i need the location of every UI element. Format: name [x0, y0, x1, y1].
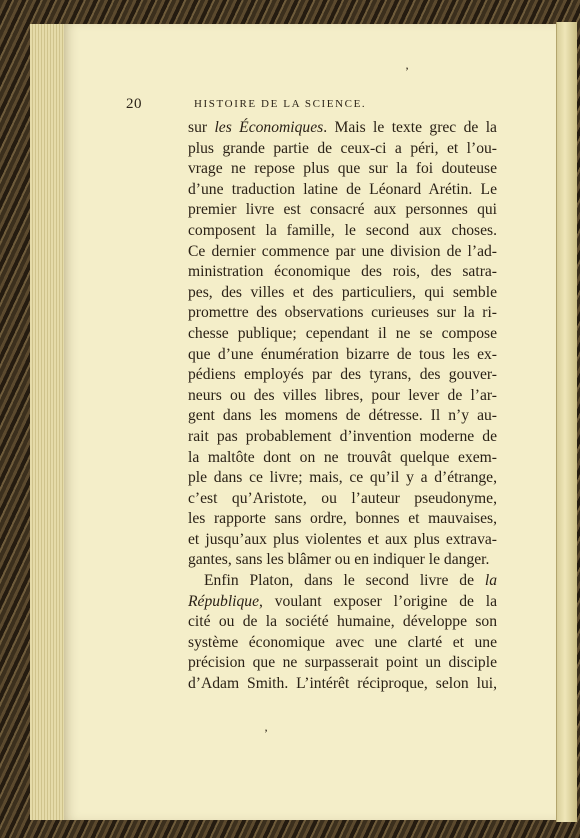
text-segment: gantes, sans les blâmer ou en indiquer le danger. [188, 551, 490, 569]
text-line [188, 674, 497, 695]
text-line [188, 509, 497, 530]
text-line [188, 489, 497, 510]
text-line [188, 221, 497, 242]
text-line [188, 386, 497, 407]
text-segment: rait pas probablement d’invention moderne de [188, 427, 497, 445]
italic-text: la [484, 572, 497, 590]
text-segment: c’est qu’Aristote, ou l’auteur pseudonyme, [188, 489, 497, 507]
italic-text: République [188, 592, 260, 610]
text-segment: neurs ou des villes libres, pour lever de l’ar- [188, 386, 497, 404]
text-segment: . Mais le texte grec de la [323, 119, 497, 136]
italic-text: les Économiques [214, 119, 324, 136]
text-segment: d’une traduction latine de Léonard Arétin. Le [188, 180, 497, 198]
text-segment: Ce dernier commence par une division de l’ad- [188, 242, 497, 260]
text-segment: premier livre est consacré aux personnes qui [188, 201, 497, 219]
text-segment: que d’une énumération bizarre de tous les ex- [188, 345, 497, 363]
text-segment: la maltôte dont on ne trouvât quelque exem- [188, 448, 497, 466]
text-line [188, 262, 497, 283]
text-segment: , voulant exposer l’origine de la [259, 592, 497, 610]
text-segment: pédiens employés par des tyrans, des gouver- [188, 366, 497, 384]
text-line [188, 200, 497, 221]
text-line [188, 633, 497, 654]
text-line [188, 180, 497, 201]
text-line [188, 550, 497, 571]
text-line [188, 242, 497, 263]
text-segment: pes, des villes et des particuliers, qui semble [188, 283, 497, 301]
ink-speck: ’ [264, 726, 268, 740]
text-line [188, 612, 497, 633]
text-segment: précision que ne surpasserait point un disciple [188, 654, 497, 672]
text-segment: promettre des observations curieuses sur la ri- [188, 304, 497, 322]
text-line [188, 324, 497, 345]
text-segment: vrage ne repose plus que sur la foi douteuse [188, 160, 497, 178]
text-segment: Enfin Platon, dans le second livre de [204, 572, 485, 590]
text-segment: sur [188, 119, 215, 136]
text-segment: gent dans les momens de détresse. Il n’y au- [188, 407, 497, 425]
text-segment: d’Adam Smith. L’intérêt réciproque, selon lui, [188, 675, 497, 693]
text-line [188, 283, 497, 304]
text-line [188, 571, 497, 592]
text-line [188, 468, 497, 489]
text-segment: système économique avec une clarté et une [188, 633, 497, 651]
page-number: 20 [126, 96, 142, 112]
text-line [188, 592, 497, 613]
running-title: HISTOIRE DE LA SCIENCE. [194, 98, 367, 110]
text-line [188, 118, 497, 139]
body-text [188, 118, 497, 695]
text-segment: composent la famille, le second aux choses. [188, 221, 497, 239]
text-segment: cité ou de la société humaine, développe son [188, 613, 497, 631]
text-segment: chesse publique; cependant il ne se compose [188, 324, 497, 342]
page-header [126, 96, 498, 116]
text-line [188, 345, 497, 366]
text-segment: plus grande partie de ceux-ci a péri, et l’ou- [188, 139, 497, 157]
text-line [188, 653, 497, 674]
text-line [188, 139, 497, 160]
text-line [188, 530, 497, 551]
text-segment: les rapporte sans ordre, bonnes et mauvaises, [188, 510, 497, 528]
text-line [188, 303, 497, 324]
text-segment: et jusqu’aux plus violentes et aux plus extrava- [188, 530, 497, 548]
page-edge-right [556, 22, 577, 822]
text-line [188, 365, 497, 386]
text-line [188, 406, 497, 427]
text-segment: ministration économique des rois, des satra- [188, 263, 497, 281]
text-line [188, 448, 497, 469]
ink-speck: ’ [405, 64, 409, 78]
text-line [188, 159, 497, 180]
text-segment: ple dans ce livre; mais, ce qu’il y a d’étrange, [188, 469, 497, 487]
text-line [188, 427, 497, 448]
